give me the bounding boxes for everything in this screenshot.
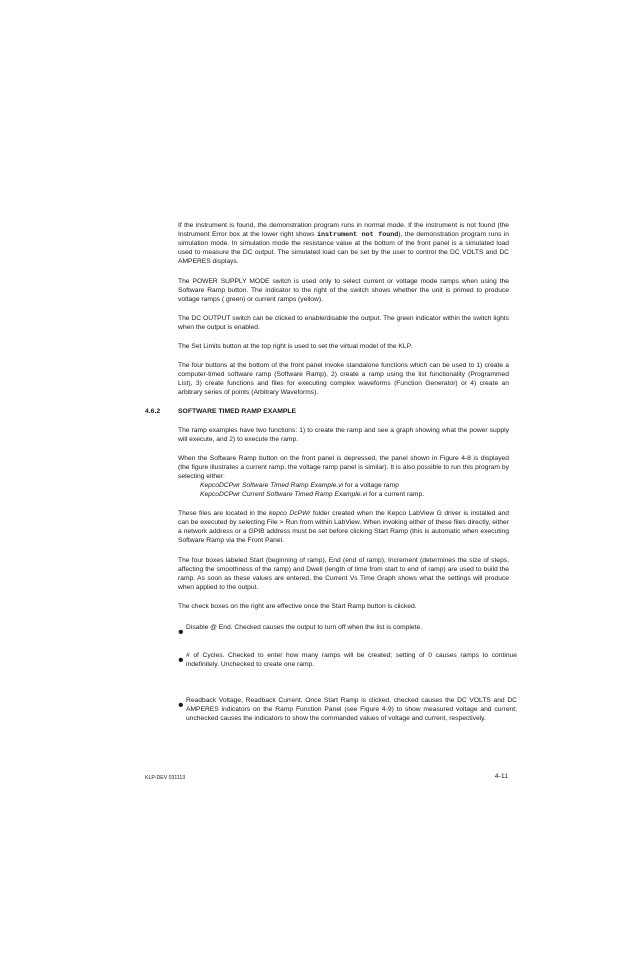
bullet-text: Readback Voltage, Readback Current. Once Start Ramp is clicked, checked causes the DC VOLTS and DC AMPERES indicators on the Ramp Function Panel (see Figure 4-9) to show measured voltage and current; unchecked causes the indicators to show the commanded values of voltage and current, respectively. [186,696,517,722]
folder-name: kepco DcPWr [269,510,311,517]
paragraph-ramp-examples [178,427,509,445]
section-number: 4.6.2 [145,408,161,415]
paragraph-four-buttons [178,362,509,398]
bullet-item-readback [178,697,517,724]
paragraph-instrument-found [178,222,509,267]
paragraph-text: The ramp examples have two functions: 1) to create the ramp and see a graph showing what the power supply will execute, and 2) to execute the ramp. [178,427,509,443]
paragraph-four-boxes [178,557,509,593]
paragraph-text: The four buttons at the bottom of the front panel invoke standalone functions which can be used to 1) create a computer-timed software ramp (Software Ramp), 2) create a ramp using the list functionality (Programmed List), 3) create functions and files for executing complex waveforms (Function Generator) or 4) create an arbitrary series of points (Arbitrary Waveforms). [178,362,509,396]
section-heading [145,408,296,415]
file-name: KepcoDCPwr Software Timed Ramp Example.vi [200,481,344,489]
paragraph-text: When the Software Ramp button on the front panel is depressed, the panel shown in Figure 4-8 is displayed (the figure illustrates a current ramp, the voltage ramp panel is similar). It is also possible to run this program by selecting either: [178,455,509,480]
paragraph-text: The check boxes on the right are effective once the Start Ramp button is clicked. [178,603,417,610]
paragraph-text: The DC OUTPUT switch can be clicked to enable/disable the output. The green indicator within the switch lights when the output is enabled. [178,315,509,331]
bullet-item-cycles [178,652,517,670]
bullet-icon: • [178,624,184,641]
paragraph-check-boxes [178,603,509,612]
file-line-voltage [178,482,509,491]
file-line-current [178,491,509,500]
paragraph-files-location [178,510,509,546]
file-desc: for a current ramp. [367,490,425,498]
bullet-text: Disable @ End. Checked causes the output to turn off when the list is complete. [186,624,423,631]
bullet-text: # of Cycles. Checked to enter how many ramps will be created; setting of 0 causes ramps to continue indefinitely. Unchecked to create one ramp. [186,651,517,668]
paragraph-text: The POWER SUPPLY MODE switch is used only to select current or voltage mode ramps when using the Software Ramp button. The indicator to the right of the switch shows whether the unit is primed to produce voltage ramps ( green) or current ramps (yellow). [178,278,509,303]
text-run: If the instrument is found, the demonstration program runs in normal mode. If the instrument is not found (the Instrument Error box at the lower right shows [178,222,509,238]
text-run: ), the demonstration program runs in simulation mode. In simulation mode the resistance value at the bottom of the front panel is a simulated load used to measure the DC output. The simulated load can be set by the user to control the DC VOLTS and DC AMPERES displays. [178,230,510,265]
paragraph-power-supply-mode [178,278,509,305]
file-name: KepcoDCPwr Current Software Timed Ramp Example.vi [200,490,368,498]
section-title: SOFTWARE TIMED RAMP EXAMPLE [178,408,297,415]
footer-doc-id: KLP-DEV 031113 [145,775,186,781]
bullet-icon: • [178,696,184,714]
paragraph-text: The Set Limits button at the top right is used to set the virtual model of the KLP. [178,343,413,350]
text-run: folder created when the Kepco LabView G driver is installed and can be executed by selecting File > Run from within LabView. When invoking either of these files directly, either a network address or a GPIB address must be set before clicking Start Ramp (this is automatic when executing Software Ramp via the Front Panel. [178,510,509,544]
code-text: instrument not found [317,230,399,239]
paragraph-text: The four boxes labeled Start (beginning of ramp), End (end of ramp), Increment (determines the size of steps, affecting the smoothness of the ramp) and Dwell (length of time from start to end of ramp) are used to build the ramp. As soon as these values are entered, the Current Vs Time Graph shows what the settings will produce when applied to the output. [178,557,509,591]
file-desc: for a voltage ramp [343,481,399,489]
text-run: These files are located in the [178,510,270,517]
page-number: 4-11 [494,773,508,780]
bullet-icon: • [178,651,184,669]
paragraph-set-limits [178,343,509,352]
paragraph-dc-output [178,315,509,333]
paragraph-software-ramp [178,455,509,500]
bullet-item-disable-at-end [178,624,517,641]
